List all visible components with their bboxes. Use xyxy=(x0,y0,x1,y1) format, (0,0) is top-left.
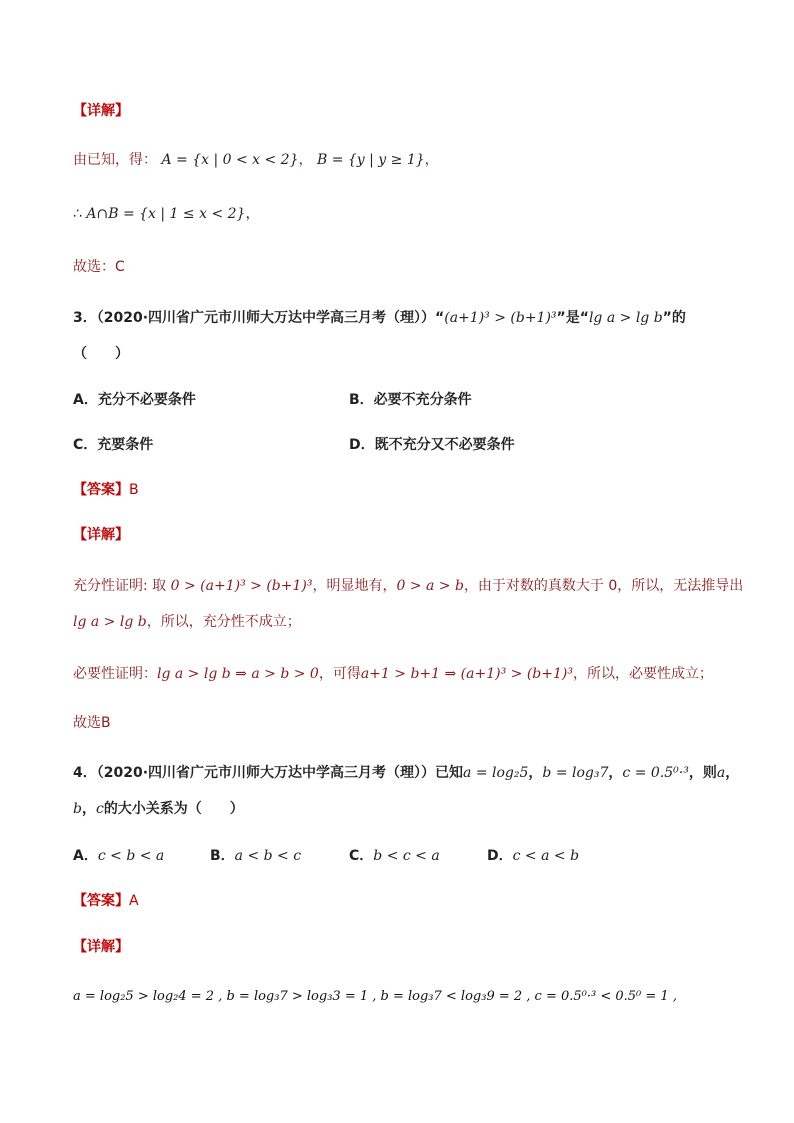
intersection-end: ， xyxy=(245,206,260,222)
q4-comma: ， xyxy=(528,765,543,781)
q4-source: （2020·四川省广元市川师大万达中学高三月考（理））已知 xyxy=(96,765,464,781)
q4-c-def: c = 0.5⁰·³ xyxy=(622,765,689,781)
q4-comma: ， xyxy=(608,765,623,781)
option-label: C． xyxy=(73,437,98,453)
q4-b: b xyxy=(73,801,82,817)
q3-source: （2020·四川省广元市川师大万达中学高三月考（理）） xyxy=(96,310,436,326)
q4-comma: ， xyxy=(725,765,740,781)
answer-tag: 【答案】 xyxy=(73,482,129,498)
sep: ， xyxy=(298,152,313,168)
q3-number: 3． xyxy=(73,310,97,326)
q4-answer: A xyxy=(129,893,139,909)
option-label: A． xyxy=(73,392,98,408)
question-3 xyxy=(73,308,734,328)
option-text: 充要条件 xyxy=(97,437,154,453)
q4-answer-line xyxy=(73,891,734,911)
q4-c: c xyxy=(95,801,104,817)
q4-b-def: b = log₃7 xyxy=(542,765,609,781)
option-label: B． xyxy=(210,848,235,864)
nec-expr2: a+1 > b+1 ⇒ (a+1)³ > (b+1)³ xyxy=(360,666,573,682)
q3-mid: ”是“ xyxy=(556,310,589,326)
q3-option-c xyxy=(73,435,153,455)
nec-prefix: 必要性证明： xyxy=(73,666,157,682)
question-4 xyxy=(73,763,740,783)
q3-cond1: (a+1)³ > (b+1)³ xyxy=(444,310,557,326)
q3-close: ”的 xyxy=(662,310,686,326)
q3-paren: （ ） xyxy=(73,346,129,362)
q3-cond2: lg a > lg b xyxy=(588,310,663,326)
q4-option-c xyxy=(349,846,440,866)
q3-answer: B xyxy=(129,482,139,498)
option-text: c < b < a xyxy=(97,848,165,864)
nec-tail: ，所以，必要性成立； xyxy=(572,666,713,682)
given-prefix: 由已知，得： xyxy=(73,152,157,168)
option-label: C． xyxy=(349,848,374,864)
suff-mid: ，明显地有， xyxy=(312,578,397,594)
q4-a: a xyxy=(716,765,726,781)
detail-tag-1: 【详解】 xyxy=(73,103,129,119)
end-comma: ， xyxy=(424,152,439,168)
q4-number: 4． xyxy=(73,765,97,781)
q3-option-d xyxy=(349,435,515,455)
choose-line-1: 故选：C xyxy=(73,259,125,275)
detail-tag-3: 【详解】 xyxy=(73,939,129,955)
suff-line2-tail: ，所以，充分性不成立； xyxy=(146,614,301,630)
q3-answer-line xyxy=(73,480,734,500)
suff-line2-expr: lg a > lg b xyxy=(73,614,147,630)
set-a: A = {x | 0 < x < 2} xyxy=(161,152,299,168)
question-4-line-2 xyxy=(73,799,734,819)
answer-tag: 【答案】 xyxy=(73,893,129,909)
option-label: B． xyxy=(349,392,374,408)
q3-open-quote: “ xyxy=(435,310,445,326)
suff-expr: 0 > (a+1)³ > (b+1)³ xyxy=(170,578,313,594)
choose-line-3: 故选B xyxy=(73,715,111,731)
intersection-line xyxy=(73,204,734,224)
option-label: D． xyxy=(487,848,513,864)
q3-option-a xyxy=(73,390,196,410)
option-text: c < a < b xyxy=(512,848,580,864)
therefore-symbol: ∴ xyxy=(73,206,82,222)
q4-a-def: a = log₂5 xyxy=(463,765,529,781)
detail-tag-2: 【详解】 xyxy=(73,527,129,543)
option-label: D． xyxy=(349,437,375,453)
nec-mid: ，可得 xyxy=(318,666,361,682)
option-text: a < b < c xyxy=(234,848,302,864)
intersection: A∩B = {x | 1 ≤ x < 2} xyxy=(86,206,246,222)
option-text: 充分不必要条件 xyxy=(97,392,196,408)
suff-expr2: 0 > a > b xyxy=(396,578,464,594)
q4-solution: a = log₂5 > log₂4 = 2 , b = log₃7 > log₃3 = 1 , b = log₃7 < log₃9 = 2 , c = 0.5⁰·³ < 0.5⁰ = 1 , xyxy=(73,989,677,1004)
option-text: 既不充分又不必要条件 xyxy=(374,437,515,453)
given-line xyxy=(73,150,734,170)
option-text: 必要不充分条件 xyxy=(373,392,472,408)
sufficiency-line-2 xyxy=(73,612,734,632)
option-text: b < c < a xyxy=(373,848,440,864)
q4-comma: ， xyxy=(81,801,96,817)
nec-expr1: lg a > lg b ⇒ a > b > 0 xyxy=(157,666,319,682)
set-b: B = {y | y ≥ 1} xyxy=(316,152,425,168)
q4-then: ，则 xyxy=(688,765,717,781)
suff-prefix: 充分性证明: 取 xyxy=(73,578,167,594)
q4-option-d xyxy=(487,846,579,866)
suff-tail: ，由于对数的真数大于 0，所以，无法推导出 xyxy=(463,578,744,594)
necessity-line xyxy=(73,664,734,684)
sufficiency-line-1 xyxy=(73,576,744,596)
q3-option-b xyxy=(349,390,472,410)
q4-option-b xyxy=(210,846,301,866)
q4-line2-tail: 的大小关系为（ ） xyxy=(103,801,244,817)
q4-option-a xyxy=(73,846,164,866)
option-label: A． xyxy=(73,848,98,864)
